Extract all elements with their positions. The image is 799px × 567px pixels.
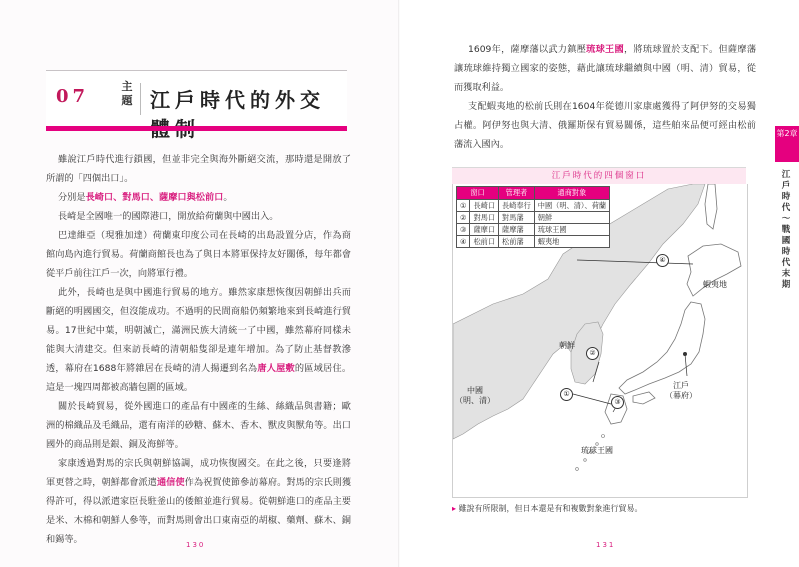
text-run: 支配蝦夷地的松前氏則在1604年從德川家康處獲得了阿伊努的交易獨占權。阿伊努也與大清、俄羅斯保有貿易關係，這些舶來品便可經由松前藩流入國內。 <box>454 101 756 150</box>
paragraph <box>46 226 351 283</box>
table-row <box>457 236 610 248</box>
row-marker: ④ <box>457 236 470 248</box>
page-number-right: 131 <box>596 541 616 549</box>
text-run: 雖說江戶時代進行鎖國，但並非完全與海外斷絕交流，那時還是開放了所謂的「四個出口」。 <box>46 154 351 184</box>
paragraph <box>454 97 756 154</box>
paragraph <box>46 150 351 188</box>
row-window: 薩摩口 <box>470 224 499 236</box>
text-run: ，將琉球置於支配下。但薩摩藩讓琉球維持獨立國家的姿態，藉此讓琉球繼續與中國（明、清）貿易，從而獲取利益。 <box>454 44 757 93</box>
highlight-term: 通信使 <box>156 477 185 488</box>
left-body-text <box>46 150 351 549</box>
caption-arrow-icon: ▸ <box>452 504 457 513</box>
text-run: 長崎是全國唯一的國際港口，開放給荷蘭與中國出入。 <box>58 211 279 222</box>
page-number-left: 130 <box>186 541 206 549</box>
edo-point <box>683 352 687 356</box>
paragraph <box>454 40 756 97</box>
paragraph <box>46 397 351 454</box>
sakhalin-island <box>705 184 717 229</box>
highlight-term: 唐人屋敷 <box>257 363 295 374</box>
row-window: 長崎口 <box>470 200 499 212</box>
table-row <box>457 224 610 236</box>
row-marker: ① <box>457 200 470 212</box>
row-window: 對馬口 <box>470 212 499 224</box>
row-partner: 中國（明、清）、荷蘭 <box>534 200 609 212</box>
text-run: 分別是 <box>58 192 86 203</box>
row-window: 松前口 <box>470 236 499 248</box>
paragraph <box>46 188 351 207</box>
map-figure <box>452 184 748 498</box>
map-caption <box>452 503 643 514</box>
left-page <box>0 0 399 567</box>
row-manager: 對馬藩 <box>499 212 535 224</box>
col-manager: 管理者 <box>499 187 535 200</box>
text-run: 巴達維亞（現雅加達）荷蘭東印度公司在長崎的出島設置分店，作為商館向島內進行貿易。荷蘭商館長也為了與日本將軍保持友好關係，每年都會從平戶前往江戶一次，向將軍行禮。 <box>46 230 351 279</box>
caption-text: 雖說有所限制，但日本還是有和複數對象進行貿易。 <box>458 504 643 513</box>
title-divider <box>140 83 141 115</box>
chapter-side-vertical-title: 江戶時代～戰國時代末期 <box>781 170 791 290</box>
paragraph <box>46 454 351 549</box>
marker-satsuma: ③ <box>611 396 624 409</box>
windows-table-header <box>457 187 610 200</box>
title-accent-bar <box>46 126 347 131</box>
row-manager: 松前藩 <box>499 236 535 248</box>
row-partner: 蝦夷地 <box>534 236 609 248</box>
label-edo: 江戶 （幕府） <box>665 381 697 400</box>
label-ryukyu: 琉球王國 <box>581 446 613 455</box>
chapter-title-band <box>46 70 347 128</box>
highlight-term: 長崎口、對馬口、薩摩口與松前口 <box>85 192 224 203</box>
row-marker: ② <box>457 212 470 224</box>
chapter-title: 江戶時代的外交 <box>150 88 325 112</box>
chapter-tag: 主題 <box>121 80 133 107</box>
col-window: 窗口 <box>457 187 499 200</box>
row-manager: 長崎奉行 <box>499 200 535 212</box>
text-run: 家康透過對馬的宗氏與朝鮮協調，成功恢復國交。在此之後，只要逢將軍更替之時，朝鮮都會派遣 <box>46 458 351 488</box>
row-marker: ③ <box>457 224 470 236</box>
row-manager: 薩摩藩 <box>499 224 535 236</box>
chapter-side-tab: 第2章 <box>775 126 799 162</box>
text-run: 此外，長崎也是與中國進行貿易的地方。雖然家康想恢復因朝鮮出兵而斷絕的明國國交，但沒能成功。不過明的民間商船仍頻繁地來到長崎進行貿易。17世紀中葉，明朝滅亡，滿洲民族大清統一了中國，雖然幕府同樣未能與大清建交。但來訪長崎的清朝船隻卻是連年增加。為了防止基督教滲透，幕府在1688年將雜居在長崎的清人揚遷到名為 <box>46 287 351 374</box>
label-ezo: 蝦夷地 <box>703 280 727 289</box>
highlight-term: 琉球王國 <box>586 44 624 55</box>
right-body-text <box>454 40 756 154</box>
table-row <box>457 200 610 212</box>
map-header: 江戶時代的四個窗口 <box>452 167 746 185</box>
chapter-number: 07 <box>56 86 90 107</box>
paragraph <box>46 283 351 397</box>
marker-matsumae: ④ <box>656 254 669 267</box>
right-page <box>400 0 799 567</box>
row-partner: 朝鮮 <box>534 212 609 224</box>
label-korea: 朝鮮 <box>559 341 575 350</box>
text-run: 的區域居住。這是一塊四周都被高牆包圍的區域。 <box>46 363 352 393</box>
col-trade-partner: 通商對象 <box>534 187 609 200</box>
text-run: 關於長崎貿易，從外國進口的產品有中國產的生絲、絲織品與書籍；歐洲的棉織品及毛織品，還有南洋的砂糖、蘇木、香木、獸皮與獸角等。出口國外的商品則是銀、銅及海鮮等。 <box>46 401 351 450</box>
windows-table <box>456 186 610 248</box>
text-run: 作為祝賀使節參訪幕府。對馬的宗氏則獲得許可，得以派遣家臣長駐釜山的倭館並進行貿易。從朝鮮進口的產品主要是米、木棉和朝鮮人參等，而對馬則會出口東南亞的胡椒、藥劑、蘇木、銅和錫等。 <box>46 477 352 545</box>
label-china: 中國 （明、清） <box>455 386 495 405</box>
paragraph <box>46 207 351 226</box>
row-partner: 琉球王國 <box>534 224 609 236</box>
table-row <box>457 212 610 224</box>
marker-tsushima: ② <box>586 347 599 360</box>
text-run: 1609年，薩摩藩以武力鎮壓 <box>468 44 587 55</box>
shikoku-island <box>633 392 655 404</box>
text-run: 。 <box>223 192 233 203</box>
marker-nagasaki: ① <box>560 388 573 401</box>
